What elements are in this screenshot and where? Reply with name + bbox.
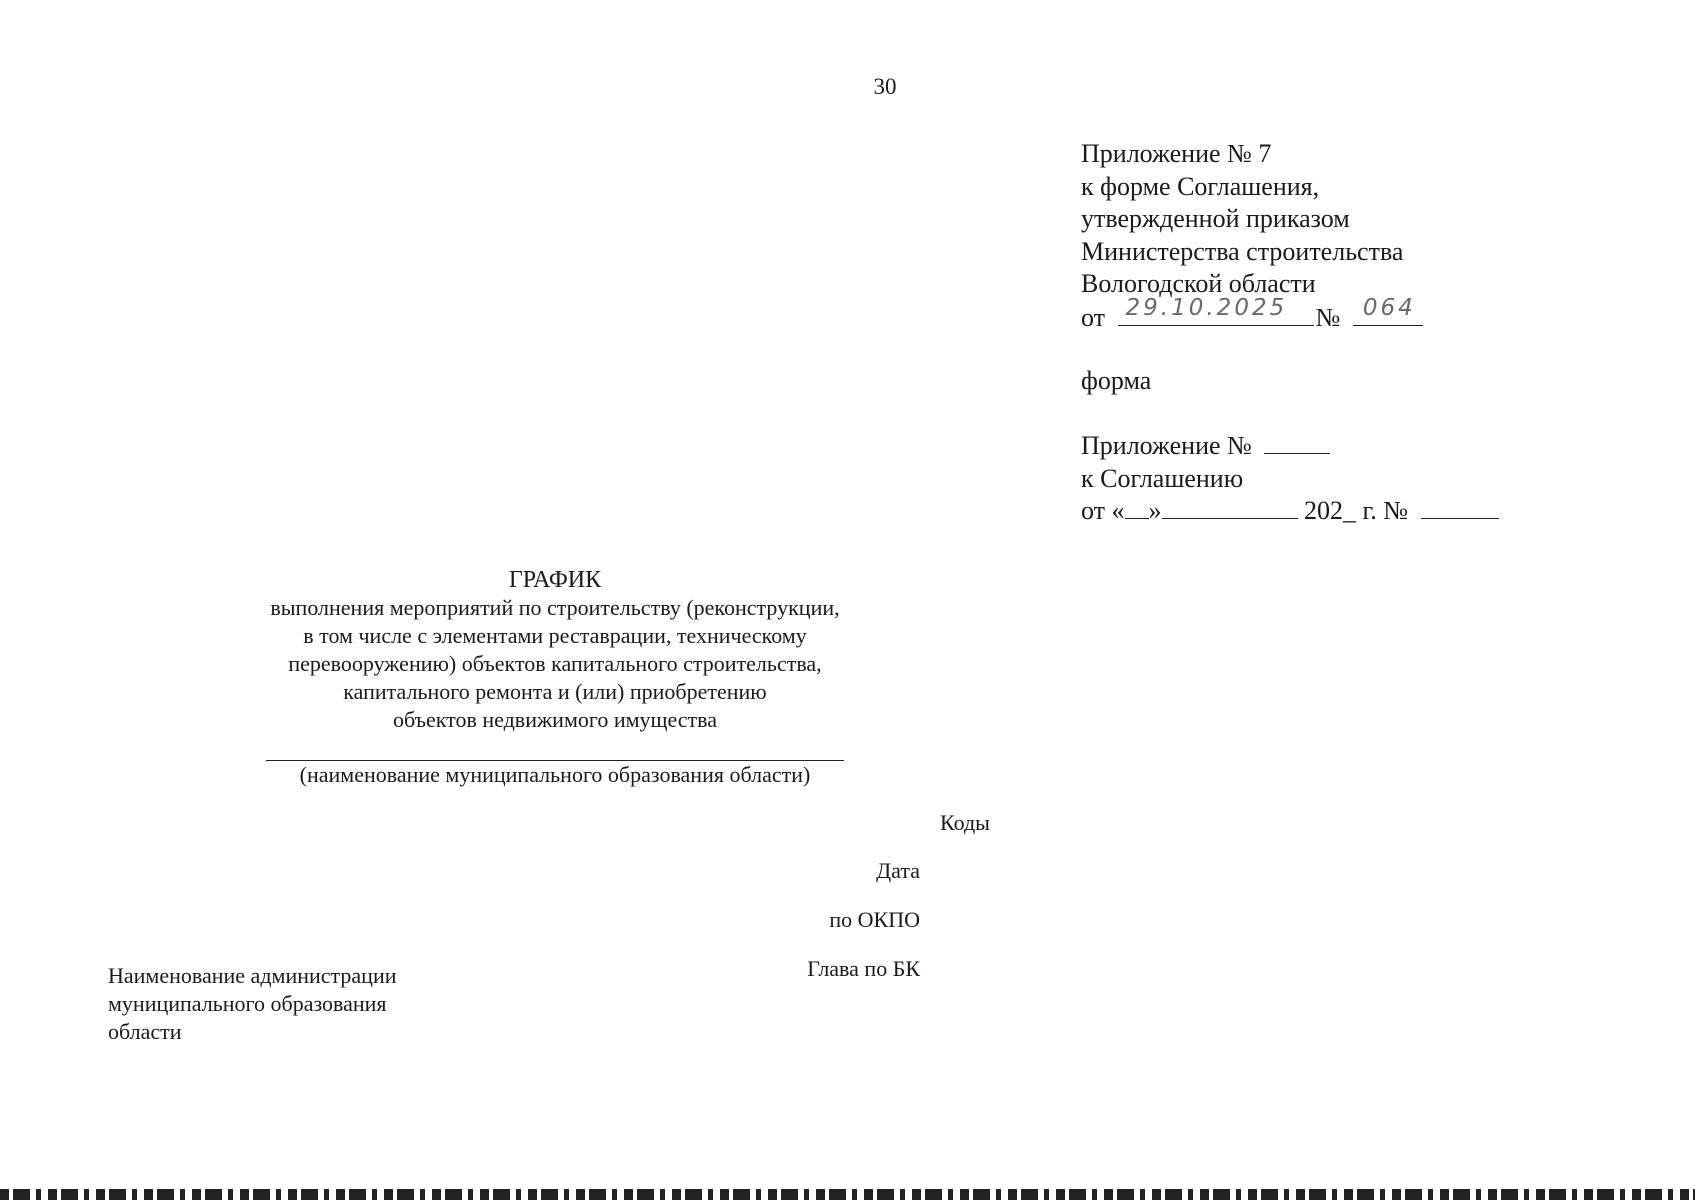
quote-open: от «	[1081, 496, 1125, 525]
municipality-name-line	[266, 760, 844, 761]
appendix-date-row	[1081, 295, 1423, 335]
agreement-line: к Соглашению	[1081, 463, 1244, 493]
agreement-appendix-label: Приложение №	[1081, 431, 1252, 460]
admin-line: области	[108, 1019, 182, 1044]
admin-line: муниципального образования	[108, 991, 387, 1016]
municipality-caption: (наименование муниципального образования области)	[299, 762, 811, 787]
codes-header: Коды	[940, 810, 990, 835]
appendix-line: Приложение № 7	[1081, 139, 1272, 168]
date-field	[1118, 295, 1314, 326]
title-line: выполнения мероприятий по строительству (реконструкции,	[270, 595, 840, 620]
scan-edge-bar	[0, 1189, 1695, 1200]
title-line: объектов недвижимого имущества	[392, 707, 718, 732]
from-label: от	[1081, 302, 1106, 332]
year-label: 202_ г. №	[1304, 496, 1409, 525]
number-label: №	[1315, 302, 1341, 332]
date-code-label: Дата	[876, 858, 920, 883]
administration-name	[108, 962, 397, 1046]
blank-field	[1162, 496, 1298, 519]
title-line: перевооружению) объектов капитального строительства,	[288, 651, 822, 676]
blank-field	[1125, 496, 1149, 519]
page-number: 30	[873, 74, 897, 99]
title-heading: ГРАФИК	[508, 567, 602, 593]
quote-close: »	[1148, 496, 1162, 525]
form-label: форма	[1081, 366, 1152, 395]
appendix-line: Министерства строительства	[1081, 236, 1404, 266]
blank-field	[1264, 431, 1330, 454]
appendix-line: утвержденной приказом	[1081, 204, 1350, 233]
appendix-line: Вологодской области	[1081, 269, 1316, 298]
appendix-line: к форме Соглашения,	[1081, 171, 1320, 201]
title-line: капитального ремонта и (или) приобретению	[343, 679, 767, 704]
blank-field	[1421, 496, 1499, 519]
budget-chapter-label: Глава по БК	[807, 956, 920, 981]
handwritten-date: 29.10.2025	[1125, 295, 1288, 321]
agreement-line	[1081, 430, 1499, 463]
appendix-header	[1081, 138, 1423, 334]
title-line: в том числе с элементами реставрации, техническому	[303, 623, 807, 648]
agreement-line	[1081, 495, 1499, 528]
admin-line: Наименование администрации	[108, 963, 397, 988]
number-field	[1353, 295, 1423, 326]
okpo-code-label: по ОКПО	[829, 907, 920, 932]
document-title	[200, 566, 910, 734]
agreement-block	[1081, 430, 1499, 528]
handwritten-number: 064	[1362, 295, 1416, 321]
